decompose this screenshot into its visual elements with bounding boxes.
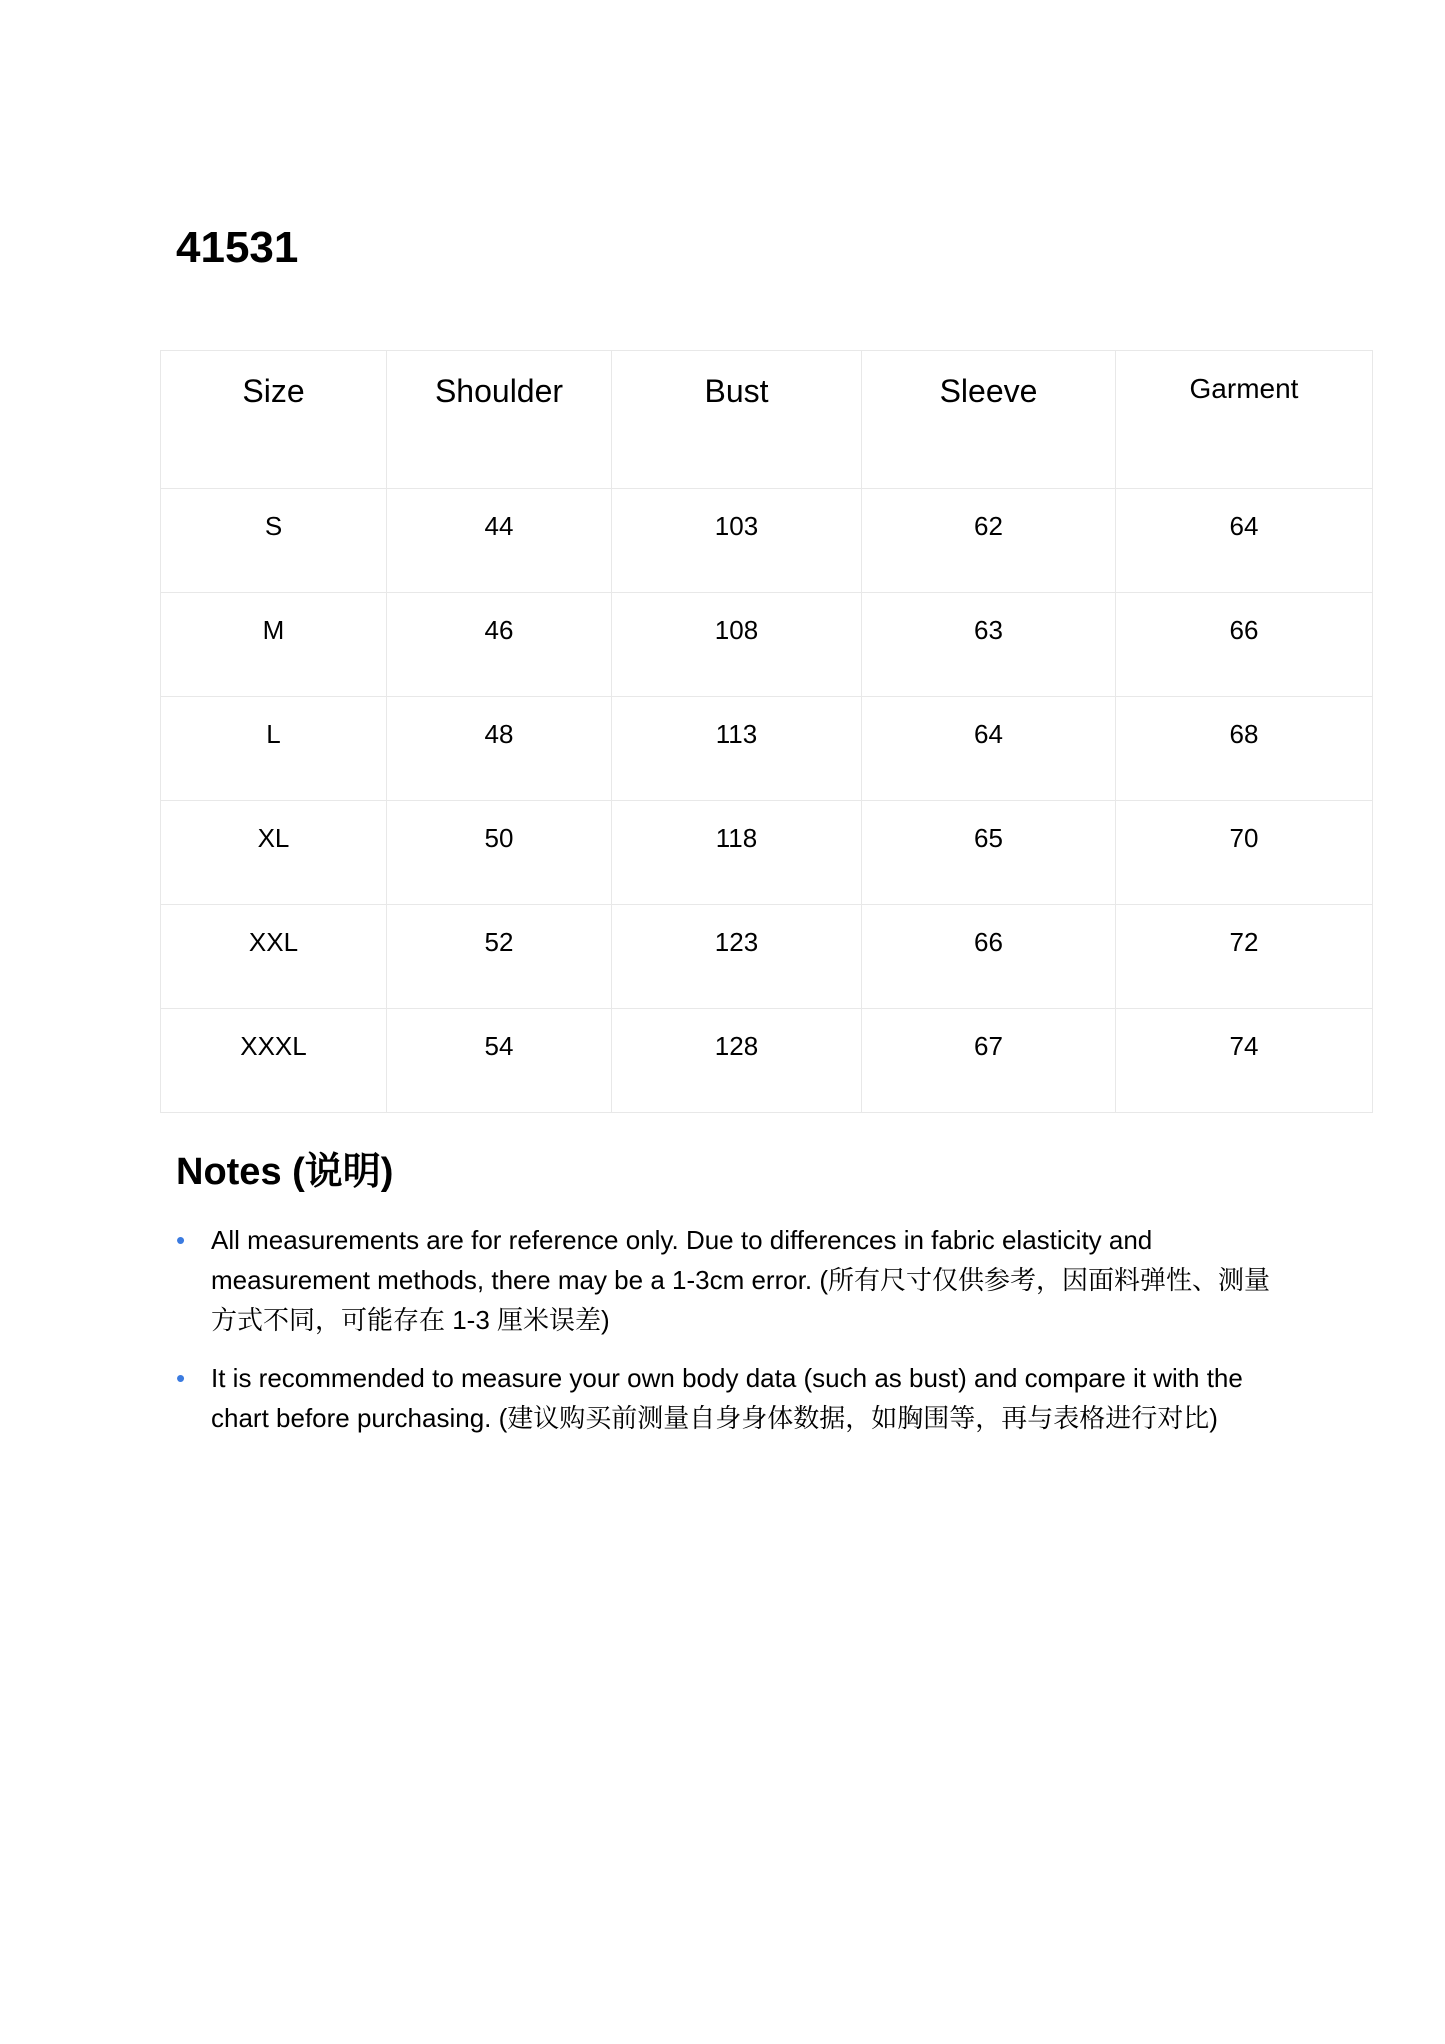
- cell-bust: 123: [612, 905, 862, 1009]
- cell-garment: 66: [1116, 593, 1373, 697]
- table-row: [161, 1009, 1373, 1113]
- bullet-icon: •: [176, 1363, 186, 1393]
- cell-bust: 113: [612, 697, 862, 801]
- cell-size: L: [161, 697, 387, 801]
- cell-size: XL: [161, 801, 387, 905]
- cell-bust: 128: [612, 1009, 862, 1113]
- table-row: [161, 801, 1373, 905]
- cell-garment: 72: [1116, 905, 1373, 1009]
- note-text: All measurements are for reference only. Due to differences in fabric elasticity and measurement methods, there may be a 1-3cm error. (所有尺寸仅供参考，因面料弹性、测量方式不同，可能存在 1-3 厘米误差): [211, 1225, 1271, 1335]
- table-header-row: [161, 351, 1373, 489]
- cell-shoulder: 48: [387, 697, 612, 801]
- table-row: [161, 593, 1373, 697]
- header-bust: Bust: [612, 351, 862, 489]
- cell-sleeve: 67: [862, 1009, 1116, 1113]
- cell-sleeve: 64: [862, 697, 1116, 801]
- table-row: [161, 489, 1373, 593]
- cell-garment: 74: [1116, 1009, 1373, 1113]
- cell-sleeve: 62: [862, 489, 1116, 593]
- cell-bust: 108: [612, 593, 862, 697]
- size-table: [160, 350, 1373, 1113]
- page-title: 41531: [176, 223, 299, 272]
- table-row: [161, 697, 1373, 801]
- notes-list: [176, 1220, 1296, 1456]
- cell-sleeve: 63: [862, 593, 1116, 697]
- header-garment: Garment: [1116, 351, 1373, 489]
- note-item: [176, 1358, 1296, 1438]
- cell-bust: 103: [612, 489, 862, 593]
- cell-size: XXL: [161, 905, 387, 1009]
- cell-shoulder: 44: [387, 489, 612, 593]
- note-text: It is recommended to measure your own body data (such as bust) and compare it with the chart before purchasing. (建议购买前测量自身身体数据，如胸围等，再与表格进行对比): [211, 1363, 1243, 1433]
- table-row: [161, 905, 1373, 1009]
- cell-bust: 118: [612, 801, 862, 905]
- bullet-icon: •: [176, 1225, 186, 1255]
- header-size: Size: [161, 351, 387, 489]
- cell-sleeve: 66: [862, 905, 1116, 1009]
- cell-size: S: [161, 489, 387, 593]
- cell-shoulder: 50: [387, 801, 612, 905]
- cell-size: XXXL: [161, 1009, 387, 1113]
- header-shoulder: Shoulder: [387, 351, 612, 489]
- note-item: [176, 1220, 1296, 1340]
- cell-shoulder: 52: [387, 905, 612, 1009]
- cell-garment: 64: [1116, 489, 1373, 593]
- cell-shoulder: 46: [387, 593, 612, 697]
- cell-garment: 70: [1116, 801, 1373, 905]
- cell-sleeve: 65: [862, 801, 1116, 905]
- notes-title: Notes (说明): [176, 1151, 394, 1193]
- cell-shoulder: 54: [387, 1009, 612, 1113]
- cell-garment: 68: [1116, 697, 1373, 801]
- cell-size: M: [161, 593, 387, 697]
- header-sleeve: Sleeve: [862, 351, 1116, 489]
